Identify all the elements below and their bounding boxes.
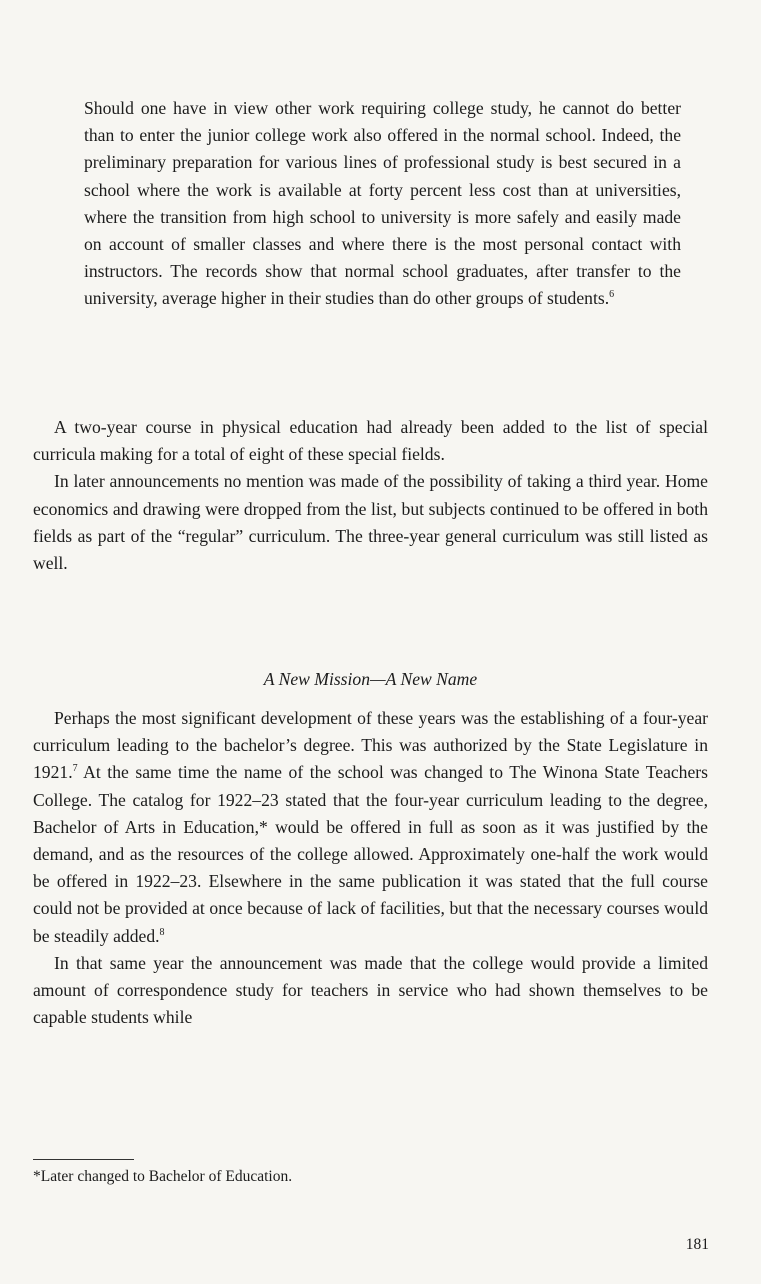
quote-note-ref: 6 [609,289,615,301]
page-number: 181 [685,1236,709,1253]
section-two [33,705,708,1031]
paragraph: In later announcements no mention was made of the possibility of taking a third year. Home economics and drawing were dropped from the list, but subjects continued to be offered in both fields as part of the “regular” curriculum. The three-year general curriculum was still listed as well. [33,471,708,574]
paragraph-text: Perhaps the most significant development of these years was the establishing of a four-year curriculum leading to the bachelor’s degree. This was authorized by the State Legislature in 1921. [33,708,708,783]
section-heading: A New Mission—A New Name [263,669,478,689]
paragraph [33,705,708,950]
footnote-rule [33,1159,134,1160]
note-ref: 8 [159,926,165,938]
paragraph: In that same year the announcement was made that the college would provide a limited amount of correspondence study for teachers in service who had shown themselves to be capable students while [33,952,708,1028]
paragraph-text: would be offered in full as soon as it was justified by the demand, and as the resources of the college allowed. Approximately one-half the work would be offered in 1922–23. Elsewhere in the same publication it was stated that the full course could not be provided at once because of lack of facilities, but that the necessary courses would be steadily added. [33,816,708,946]
note-ref: 7 [72,763,78,775]
quote-text: Should one have in view other work requiring college study, he cannot do better than to enter the junior college work also offered in the normal school. Indeed, the preliminary preparation for various lines of professional study is best secured in a school where the work is available at forty percent less cost than at universities, where the transition from high school to university is more safely and easily made on account of smaller classes and where there is the most personal contact with instructors. The records show that normal school graduates, after transfer to the university, average higher in their studies than do other groups of students. [84,98,681,309]
footnote: *Later changed to Bachelor of Education. [33,1168,293,1185]
footnote-marker: * [259,816,268,837]
section-one [33,414,708,577]
block-quote [84,95,681,313]
paragraph-text: At the same time the name of the school was changed to The Winona State Teachers College. The catalog for 1922–23 stated that the four-year curriculum leading to the degree, Bachelor of Arts in Education, [33,762,708,837]
paragraph: A two-year course in physical education had already been added to the list of special curricula making for a total of eight of these special fields. [33,417,708,465]
